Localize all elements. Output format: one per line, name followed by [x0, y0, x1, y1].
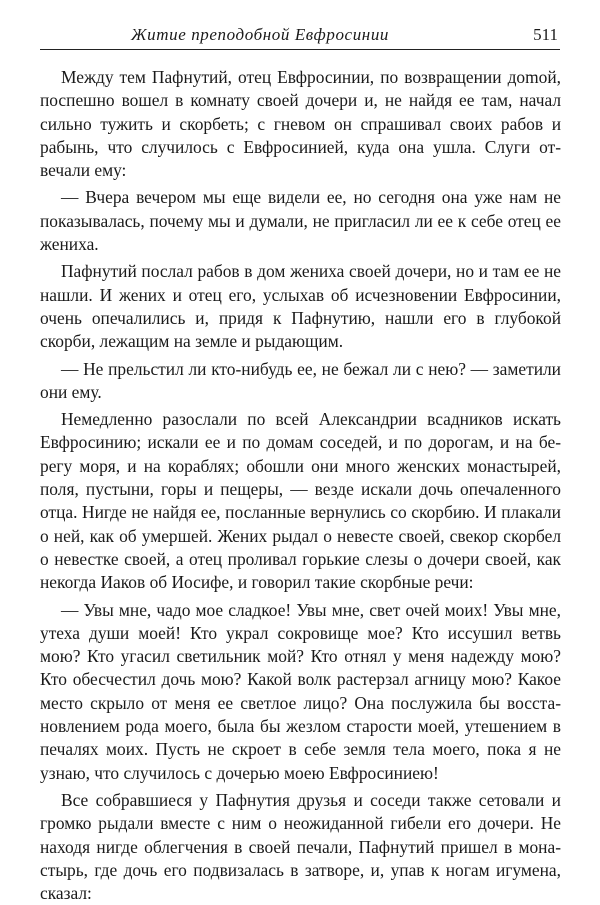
paragraph: Все собравшиеся у Пафнутия друзья и соседи также сетовали и громко рыдали вместе с ним о неожиданной гибели его дочери. Не находя нигде облегчения в своей печали, Пафнутий пришел в монастырь, где дочь его подвизалась в затворе, и, упав к ногам игумена, сказал:: [40, 789, 561, 904]
body-text: [40, 66, 561, 905]
paragraph: — Не прельстил ли кто-нибудь ее, не бежал ли с нею? — заметили они ему.: [40, 358, 561, 402]
paragraph: — Увы мне, чадо мое сладкое! Увы мне, свет очей моих! Увы мне, утеха души моей! Кто украл сокровище мое? Кто иссушил ветвь мою? Кто угасил светильник мой? Кто отнял у меня надежду мою? Кто обесчестил дочь мою? Какой волк растерзал агницу мою? Какое место скрыло от меня ее светлое лицо? Она послужила бы восстановлением рода моего, была бы жезлом старости моей, утешением в печалях моих. Пусть не скроет в себе земля тела моего, пока я не узнаю, что случилось с дочерью моею Евфросиниею!: [40, 599, 561, 783]
header-rule: [40, 49, 560, 50]
paragraph: Между тем Пафнутий, отец Евфросинии, по возвращении доmой, поспешно вошел в комнату своей дочери и, не найдя ее там, начал сильно тужить и скорбеть; с гневом он спрашивал своих рабов и рабынь, что случилось с Евфросинией, куда она ушла. Слуги отвечали ему:: [40, 67, 561, 181]
page-number: 511: [533, 25, 558, 44]
paragraph: Пафнутий послал рабов в дом жениха своей дочери, но и там ее не нашли. И жених и отец его, услыхав об исчезновении Евфросинии, очень опечалились и, придя к Пафнутию, нашли его в глубокой скорби, лежащим на земле и рыдающим.: [40, 261, 561, 352]
running-title: Житие преподобной Евфросинии: [130, 25, 390, 44]
paragraph: Немедленно разослали по всей Александрии всадников искать Евфросинию; искали ее и по домам соседей, и по дорогам, и на берегу моря, и на кораблях; обошли они много женских монастырей, поля, пустыни, горы и пещеры, — везде искали дочь опечаленного отца. Нигде не найдя ее, посланные вернулись со скорбию. И плакали о ней, как об умершей. Жених рыдал о невесте своей, свекор скорбел о невестке своей, а отец проливал горькие слезы о дочери своей, как некогда Иаков об Иосифе, и говорил такие скорбные речи:: [40, 409, 561, 593]
page-header: [40, 24, 560, 48]
paragraph: — Вчера вечером мы еще видели ее, но сегодня она уже нам не показывалась, почему мы и думали, не пригласил ли ее к себе отец ее жениха.: [40, 187, 561, 255]
